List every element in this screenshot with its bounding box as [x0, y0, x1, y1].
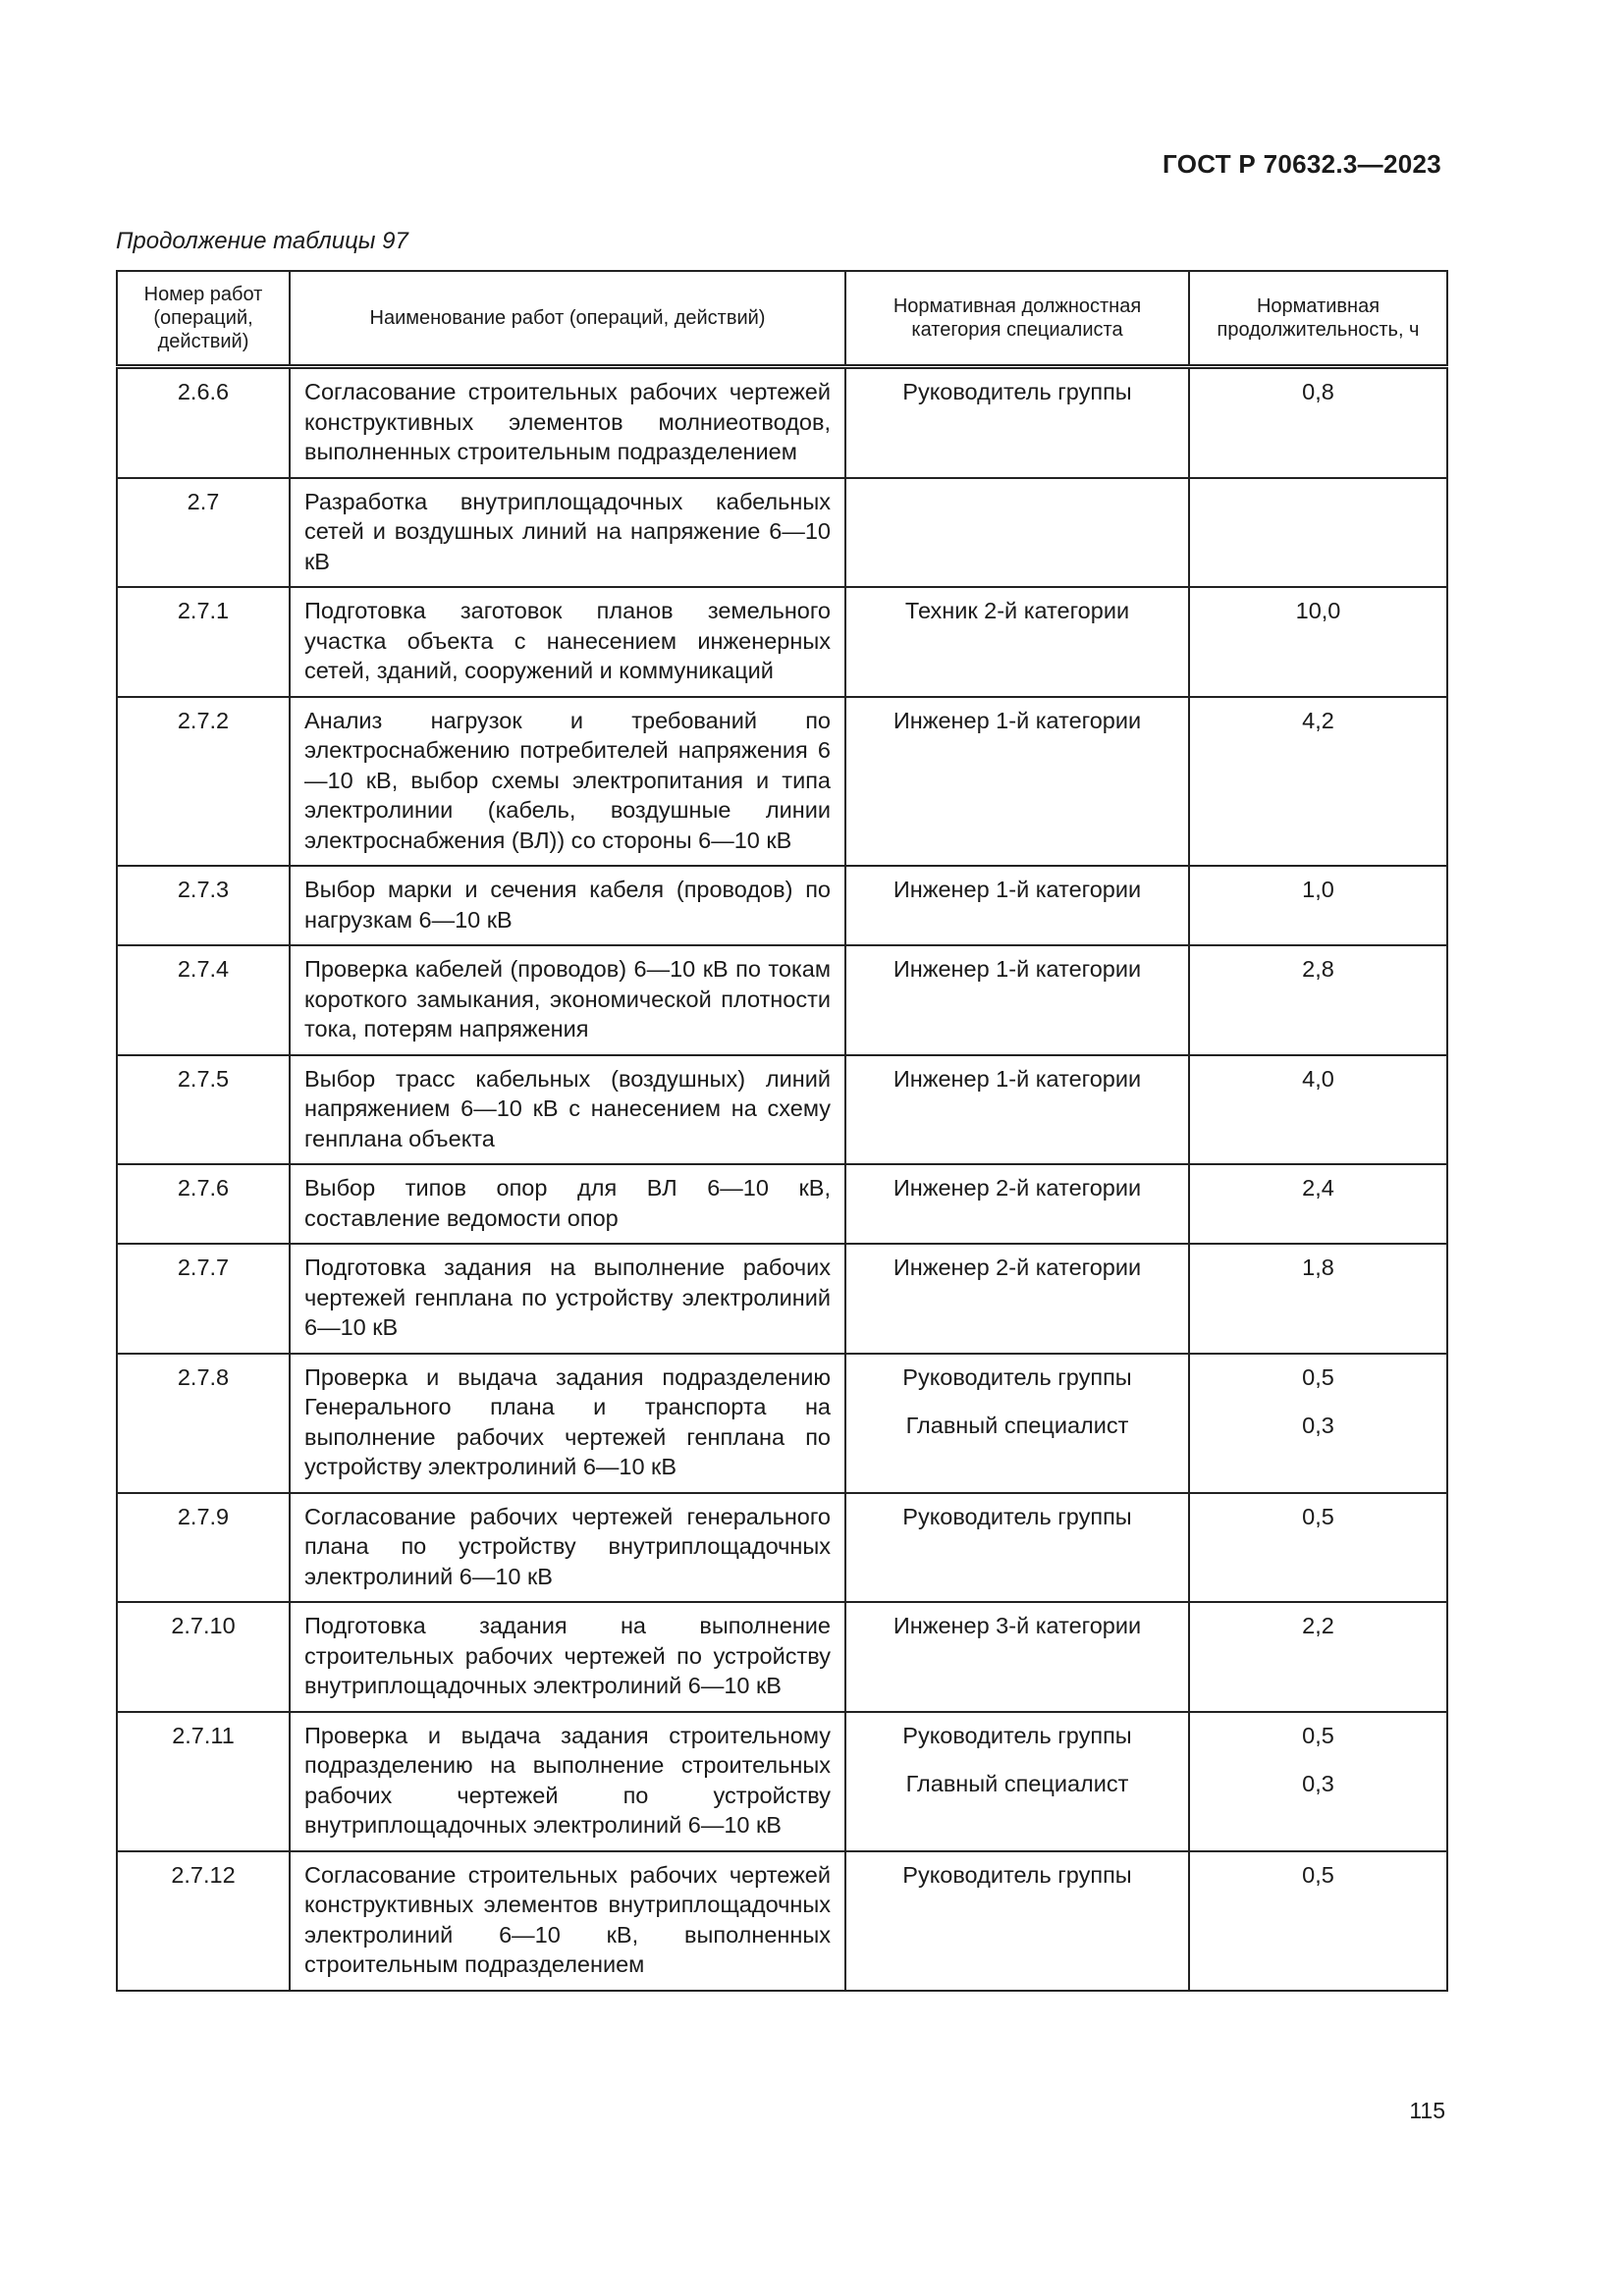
work-number: 2.7.3	[117, 866, 290, 945]
work-name: Согласование рабочих чертежей генерального плана по устройству внутриплощадочных электролиний 6—10 кВ	[290, 1493, 845, 1603]
column-header-number: Номер работ (операций, действий)	[117, 271, 290, 367]
specialist-category-cell	[845, 587, 1189, 697]
duration-cell	[1189, 1055, 1447, 1165]
work-number: 2.7.9	[117, 1493, 290, 1603]
table-row	[117, 1055, 1447, 1165]
column-header-category: Нормативная должностная категория специалиста	[845, 271, 1189, 367]
duration-cell	[1189, 1851, 1447, 1991]
specialist-category-cell	[845, 1493, 1189, 1603]
specialist-category: Руководитель группы	[902, 1861, 1132, 1888]
work-name: Разработка внутриплощадочных кабельных сетей и воздушных линий на напряжение 6—10 кВ	[290, 478, 845, 588]
specialist-category-cell	[845, 1851, 1189, 1991]
table-row	[117, 587, 1447, 697]
work-number: 2.7.6	[117, 1164, 290, 1244]
work-name: Подготовка задания на выполнение рабочих чертежей генплана по устройству электролиний 6—10 кВ	[290, 1244, 845, 1354]
specialist-category-cell	[845, 1712, 1189, 1851]
duration-value: 2,2	[1302, 1613, 1334, 1638]
duration-value: 2,4	[1302, 1175, 1334, 1201]
duration-value: 0,3	[1302, 1771, 1334, 1796]
specialist-category-cell	[845, 866, 1189, 945]
duration-value: 0,5	[1302, 1503, 1334, 1529]
duration-cell	[1189, 478, 1447, 588]
header-row	[117, 271, 1447, 367]
work-number: 2.7.11	[117, 1712, 290, 1851]
duration-value: 2,8	[1302, 956, 1334, 982]
duration-cell	[1189, 697, 1447, 867]
work-number: 2.7.1	[117, 587, 290, 697]
table-row	[117, 1712, 1447, 1851]
duration-value: 0,5	[1302, 1861, 1334, 1888]
specialist-category: Руководитель группы	[902, 1503, 1132, 1529]
table-row	[117, 866, 1447, 945]
duration-cell	[1189, 1493, 1447, 1603]
column-header-name: Наименование работ (операций, действий)	[290, 271, 845, 367]
work-name: Выбор трасс кабельных (воздушных) линий напряжением 6—10 кВ с нанесением на схему генплана объекта	[290, 1055, 845, 1165]
specialist-category-cell	[845, 1244, 1189, 1354]
work-number: 2.7	[117, 478, 290, 588]
specialist-category: Инженер 1-й категории	[893, 707, 1142, 733]
work-number: 2.7.2	[117, 697, 290, 867]
table-row	[117, 1602, 1447, 1712]
specialist-category-cell	[845, 697, 1189, 867]
duration-value: 4,2	[1302, 707, 1334, 733]
page-number: 115	[1409, 2098, 1445, 2123]
duration-cell	[1189, 1712, 1447, 1851]
specialist-category: Техник 2-й категории	[904, 598, 1130, 623]
specialist-category-cell	[845, 1164, 1189, 1244]
work-name: Проверка и выдача задания строительному подразделению на выполнение строительных рабочих чертежей по устройству внутриплощадочных электролиний 6—10 кВ	[290, 1712, 845, 1851]
work-name: Подготовка задания на выполнение строительных рабочих чертежей по устройству внутриплощадочных электролиний 6—10 кВ	[290, 1602, 845, 1712]
norms-table	[116, 270, 1448, 1992]
table-row	[117, 1244, 1447, 1354]
duration-cell	[1189, 367, 1447, 478]
work-name: Подготовка заготовок планов земельного участка объекта с нанесением инженерных сетей, зданий, сооружений и коммуникаций	[290, 587, 845, 697]
work-name: Согласование строительных рабочих чертежей конструктивных элементов внутриплощадочных электролиний 6—10 кВ, выполненных строительным подразделением	[290, 1851, 845, 1991]
specialist-category: Руководитель группы	[902, 1722, 1132, 1748]
duration-cell	[1189, 866, 1447, 945]
work-number: 2.7.10	[117, 1602, 290, 1712]
specialist-category-cell	[845, 1055, 1189, 1165]
duration-value: 0,5	[1302, 1722, 1334, 1748]
table-row	[117, 367, 1447, 478]
work-number: 2.7.8	[117, 1354, 290, 1493]
specialist-category: Руководитель группы	[902, 379, 1132, 404]
specialist-category-cell	[845, 1354, 1189, 1493]
duration-value: 0,5	[1302, 1363, 1334, 1390]
specialist-category: Инженер 1-й категории	[893, 1065, 1142, 1092]
specialist-category: Инженер 1-й категории	[893, 956, 1142, 982]
work-number: 2.7.4	[117, 945, 290, 1055]
table-row	[117, 1851, 1447, 1991]
specialist-category-cell	[845, 367, 1189, 478]
table-row	[117, 1354, 1447, 1493]
column-header-duration: Нормативная продолжительность, ч	[1189, 271, 1447, 367]
table-caption: Продолжение таблицы 97	[116, 228, 408, 254]
work-number: 2.6.6	[117, 367, 290, 478]
specialist-category: Руководитель группы	[902, 1363, 1132, 1390]
work-name: Согласование строительных рабочих чертежей конструктивных элементов молниеотводов, выполненных строительным подразделением	[290, 367, 845, 478]
duration-cell	[1189, 587, 1447, 697]
duration-cell	[1189, 1164, 1447, 1244]
duration-value: 1,8	[1302, 1255, 1334, 1280]
table-row	[117, 478, 1447, 588]
specialist-category: Инженер 2-й категории	[893, 1175, 1142, 1201]
work-name: Выбор типов опор для ВЛ 6—10 кВ, составление ведомости опор	[290, 1164, 845, 1244]
table-row	[117, 945, 1447, 1055]
norms-table-container	[116, 270, 1446, 1992]
specialist-category-cell	[845, 478, 1189, 588]
duration-cell	[1189, 1244, 1447, 1354]
work-number: 2.7.12	[117, 1851, 290, 1991]
specialist-category: Главный специалист	[905, 1413, 1129, 1438]
specialist-category-cell	[845, 1602, 1189, 1712]
document-code: ГОСТ Р 70632.3—2023	[1163, 149, 1441, 179]
specialist-category: Инженер 1-й категории	[893, 877, 1142, 902]
specialist-category-cell	[845, 945, 1189, 1055]
table-body	[117, 367, 1447, 1991]
table-row	[117, 1493, 1447, 1603]
specialist-category: Инженер 3-й категории	[893, 1613, 1142, 1638]
duration-value: 4,0	[1302, 1065, 1334, 1092]
specialist-category: Главный специалист	[905, 1771, 1129, 1796]
table-row	[117, 697, 1447, 867]
work-number: 2.7.7	[117, 1244, 290, 1354]
table-row	[117, 1164, 1447, 1244]
work-name: Проверка и выдача задания подразделению Генерального плана и транспорта на выполнение рабочих чертежей генплана по устройству электролиний 6—10 кВ	[290, 1354, 845, 1493]
duration-value: 0,3	[1302, 1413, 1334, 1438]
duration-value: 1,0	[1302, 877, 1334, 902]
table-header	[117, 271, 1447, 367]
work-number: 2.7.5	[117, 1055, 290, 1165]
duration-cell	[1189, 945, 1447, 1055]
duration-cell	[1189, 1354, 1447, 1493]
duration-value: 10,0	[1295, 598, 1341, 623]
duration-cell	[1189, 1602, 1447, 1712]
work-name: Анализ нагрузок и требований по электроснабжению потребителей напряжения 6—10 кВ, выбор схемы электропитания и типа электролинии (кабель, воздушные линии электроснабжения (ВЛ)) со стороны 6—10 кВ	[290, 697, 845, 867]
duration-value: 0,8	[1302, 379, 1334, 404]
work-name: Выбор марки и сечения кабеля (проводов) по нагрузкам 6—10 кВ	[290, 866, 845, 945]
specialist-category: Инженер 2-й категории	[893, 1255, 1142, 1280]
work-name: Проверка кабелей (проводов) 6—10 кВ по токам короткого замыкания, экономической плотности тока, потерям напряжения	[290, 945, 845, 1055]
